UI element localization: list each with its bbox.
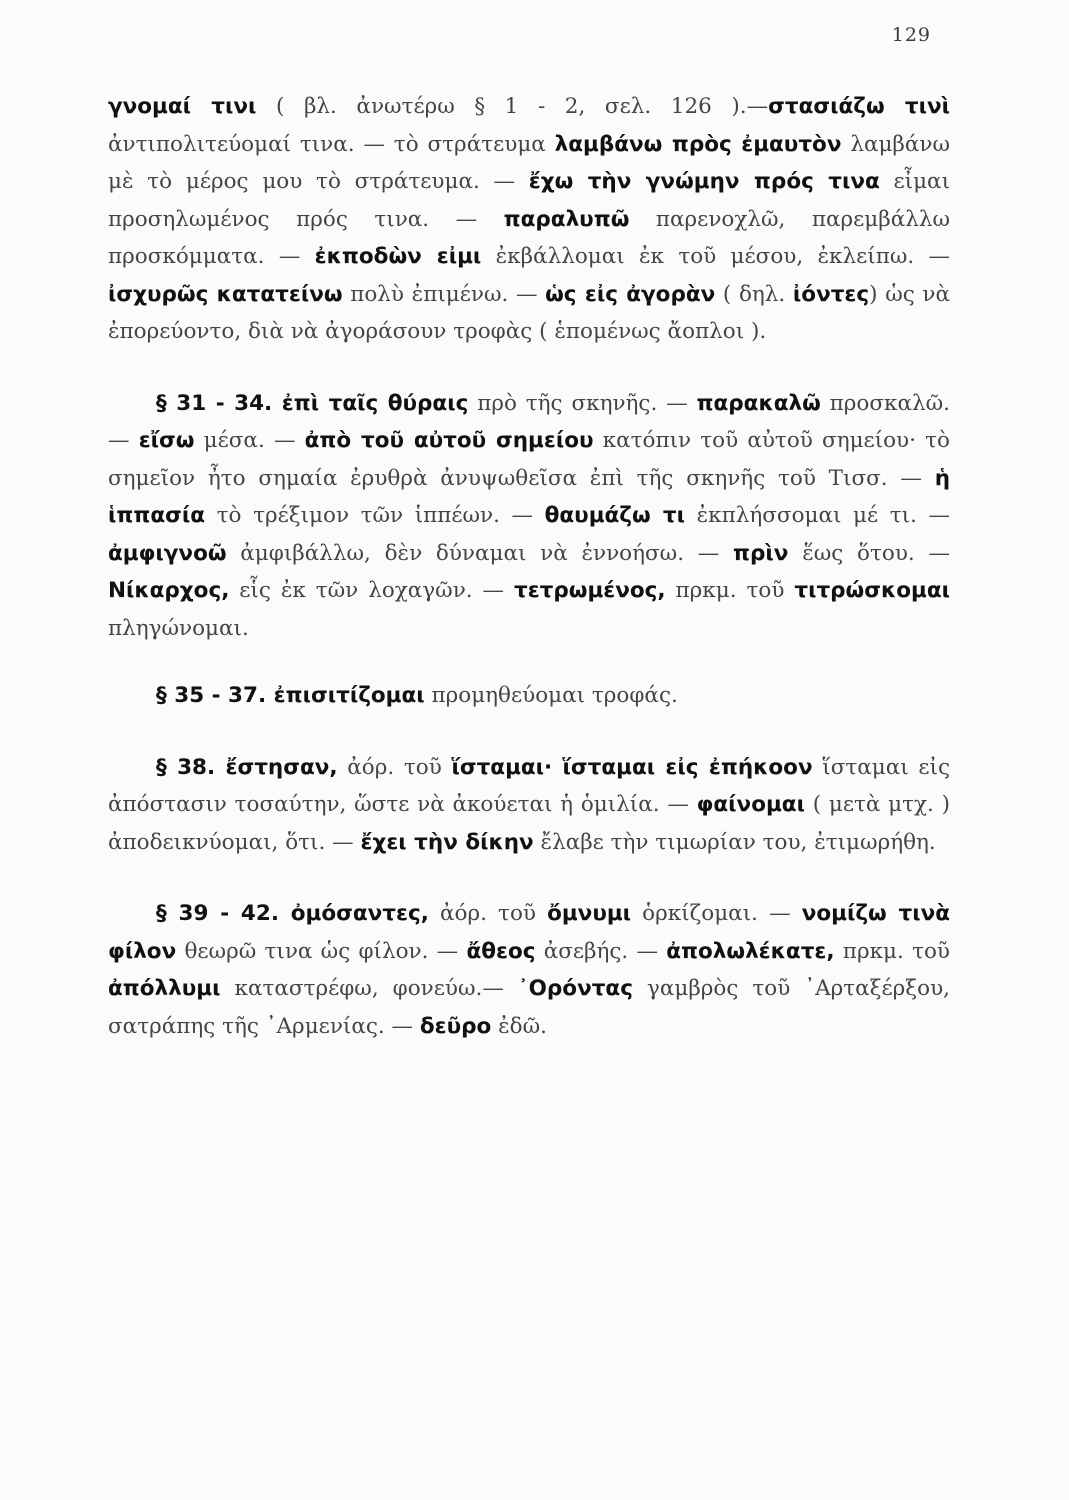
headword: ὄμνυμι xyxy=(547,901,632,926)
headword: γνομαί τινι xyxy=(108,94,257,119)
gloss-text: ἀντιπολιτεύομαί τινα. — τὸ στράτευμα xyxy=(108,131,555,157)
gloss-text: καταστρέφω, φονεύω.— xyxy=(220,976,518,1001)
headword: δεῦρο xyxy=(419,1013,492,1039)
headword: εἴσω xyxy=(138,428,195,453)
headword: ὡς εἰς ἀγορὰν xyxy=(545,281,716,307)
headword: Νίκαρχος, xyxy=(108,578,230,603)
headword: § 35 - 37. xyxy=(156,683,274,708)
gloss-text: πολὺ ἐπιμένω. — xyxy=(342,281,546,307)
headword: ἔστησαν, xyxy=(225,754,338,780)
gloss-text: ὁρκίζομαι. — xyxy=(631,901,802,926)
gloss-text: πρκμ. τοῦ xyxy=(665,578,795,603)
headword: φαίνομαι xyxy=(696,792,805,817)
headword: λαμβάνω πρὸς ἐμαυτὸν xyxy=(554,131,842,157)
headword: ἰσχυρῶς κατατείνω xyxy=(108,281,343,307)
gloss-text: ( δηλ. xyxy=(715,281,793,307)
headword: ἐκποδὼν εἰμι xyxy=(314,244,482,269)
gloss-text: κατόπιν τοῦ αὐτοῦ σημείου· τὸ σημεῖον ἦτο σημαία ἐρυθρὰ ἀνυψωθεῖσα ἐπὶ τῆς σκηνῆς τοῦ Τισσ. — xyxy=(108,428,950,491)
gloss-text: λαμβάνω μὲ τὸ μέρος μου τὸ στράτευμα. — xyxy=(108,131,950,194)
headword: § 39 - 42. xyxy=(156,901,291,926)
headword: ᾿Ορόντας xyxy=(517,976,633,1001)
gloss-text: προσκαλῶ. — xyxy=(108,390,951,453)
gloss-text: πρὸ τῆς σκηνῆς. — xyxy=(468,390,697,416)
headword: νομίζω τινὰ φίλον xyxy=(108,901,950,964)
paragraph-p2 xyxy=(108,385,950,648)
headword: παρακαλῶ xyxy=(696,390,821,416)
gloss-text: προμηθεύομαι τροφάς. xyxy=(424,683,678,708)
headword: ἀπόλλυμι xyxy=(108,976,221,1001)
gloss-text: ἀόρ. τοῦ xyxy=(428,901,548,926)
headword: ἀπολωλέκατε, xyxy=(666,938,835,964)
gloss-text: εἷς ἐκ τῶν λοχαγῶν. — xyxy=(229,578,514,603)
paragraph-p3 xyxy=(108,677,950,715)
paragraph-p4 xyxy=(108,749,950,862)
gloss-text: ἔλαβε τὴν τιμωρίαν του, ἐτιμωρήθη. xyxy=(533,829,936,855)
headword: § 38. xyxy=(156,754,226,780)
headword: ἄθεος xyxy=(466,938,536,964)
gloss-text: ἐδῶ. xyxy=(491,1013,547,1039)
paragraph-p1 xyxy=(108,88,950,351)
headword: θαυμάζω τι xyxy=(544,503,686,528)
gloss-text: παρενοχλῶ, παρεμβάλλω προσκόμματα. — xyxy=(108,206,950,269)
gloss-text: μέσα. — xyxy=(194,428,305,453)
gloss-text: ἀόρ. τοῦ xyxy=(337,754,452,780)
gloss-text: ( βλ. ἀνωτέρω § 1 - 2, σελ. 126 ).— xyxy=(256,94,769,119)
headword: ἵσταμαι· ἵσταμαι εἰς ἐπήκοον xyxy=(451,754,813,780)
gloss-text: ( μετὰ μτχ. ) ἀποδεικνύομαι, ὅτι. — xyxy=(108,792,950,855)
headword: ἡ ἱππασία xyxy=(108,465,950,528)
page-number: 129 xyxy=(891,24,931,46)
gloss-text: ) ὡς νὰ ἐπορεύοντο, διὰ νὰ ἀγοράσουν τροφὰς ( ἑπομένως ἄοπλοι ). xyxy=(108,281,951,344)
gloss-text: ἀσεβής. — xyxy=(535,938,667,964)
gloss-text: ἐκβάλλομαι ἐκ τοῦ μέσου, ἐκλείπω. — xyxy=(481,244,951,269)
headword: ἀμφιγνοῶ xyxy=(108,540,227,566)
gloss-text: θεωρῶ τινα ὡς φίλον. — xyxy=(176,938,467,964)
gloss-text: ἀμφιβάλλω, δὲν δύναμαι νὰ ἐννοήσω. — xyxy=(226,540,734,566)
headword: τιτρώσκομαι xyxy=(794,578,950,603)
paragraph-p5 xyxy=(108,895,950,1045)
headword: ἰόντες xyxy=(792,281,870,307)
headword: ἔχω τὴν γνώμην πρός τινα xyxy=(528,169,880,194)
headword: παραλυπῶ xyxy=(503,206,630,232)
headword: πρὶν xyxy=(733,540,789,566)
gloss-text: εἶμαι προσηλωμένος πρός τινα. — xyxy=(108,169,951,232)
gloss-text: ἐκπλήσσομαι μέ τι. — xyxy=(685,503,950,528)
gloss-text: πρκμ. τοῦ xyxy=(834,938,950,964)
gloss-text: ἕως ὅτου. — xyxy=(788,540,950,566)
headword: ἐπισιτίζομαι xyxy=(273,683,425,708)
headword: ἐπὶ ταῖς θύραις xyxy=(281,390,469,416)
gloss-text: τὸ τρέξιμον τῶν ἱππέων. — xyxy=(205,503,545,528)
headword: § 31 - 34. xyxy=(156,390,282,416)
headword: τετρωμένος, xyxy=(513,578,666,603)
headword: ἀπὸ τοῦ αὐτοῦ σημείου xyxy=(304,428,594,453)
commentary-text xyxy=(108,88,950,1045)
gloss-text: γαμβρὸς τοῦ ᾿Αρταξέρξου, σατράπης τῆς ᾿Αρμενίας. — xyxy=(108,976,950,1039)
headword: ὀμόσαντες, xyxy=(290,901,429,926)
headword: ἔχει τὴν δίκην xyxy=(360,829,534,855)
headword: στασιάζω τινὶ xyxy=(768,94,951,119)
gloss-text: πληγώνομαι. xyxy=(108,615,249,641)
gloss-text: ἵσταμαι εἰς ἀπόστασιν τοσαύτην, ὥστε νὰ ἀκούεται ἡ ὁμιλία. — xyxy=(108,754,950,817)
